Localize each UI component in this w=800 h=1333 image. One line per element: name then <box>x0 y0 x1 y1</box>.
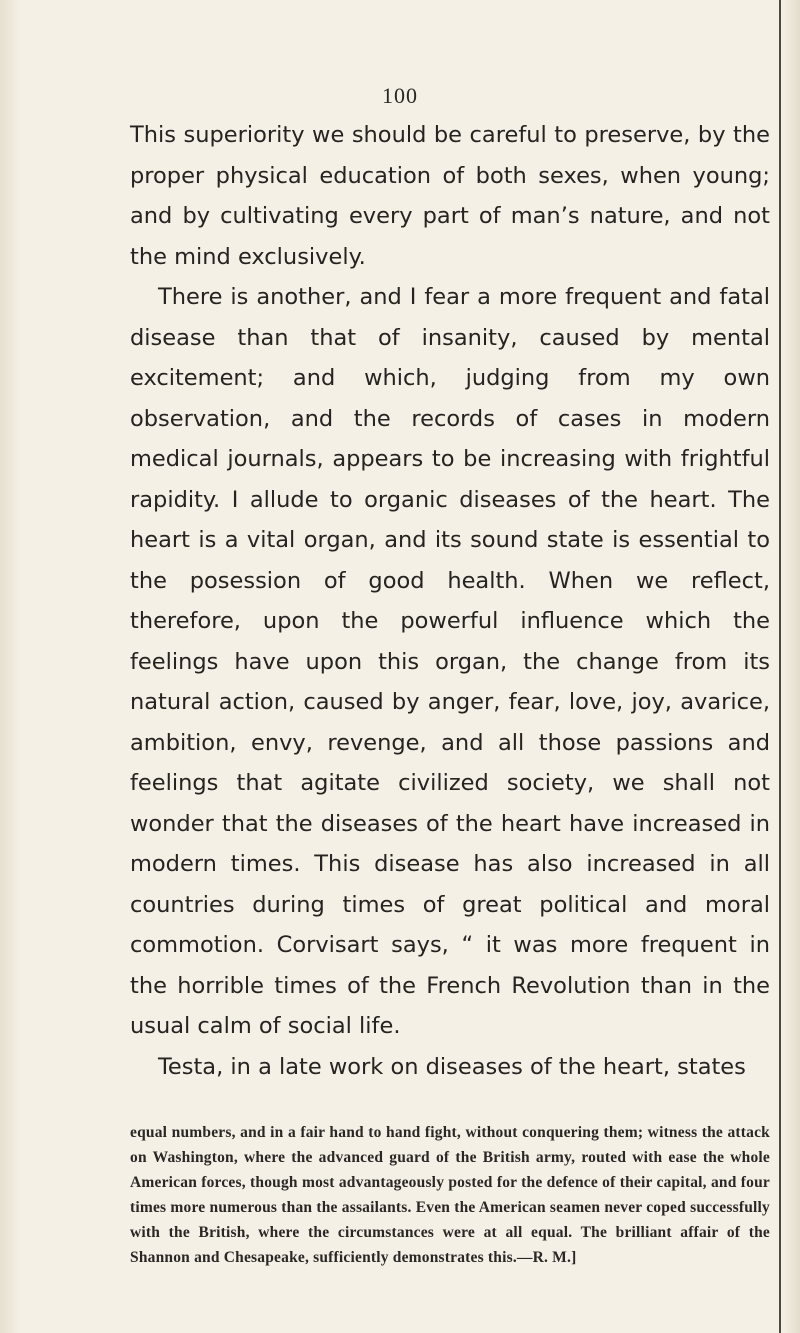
page-number: 100 <box>382 83 418 108</box>
paragraph-2: There is another, and I fear a more frequent and fatal disease than that of insanity, caused by mental excitement; and which, judging from my own observation, and the records of cases in modern medical journals, appears to be increasing with frightful rapidity. I allude to organic diseases of the heart. The heart is a vital organ, and its sound state is essential to the posession of good health. When we reflect, therefore, upon the powerful influence which the feelings have upon this organ, the change from its natural action, caused by anger, fear, love, joy, avarice, ambition, envy, revenge, and all those passions and feelings that agitate civilized society, we shall not wonder that the diseases of the heart have increased in modern times. This disease has also increased in all countries during times of great political and moral commotion. Corvisart says, “ it was more frequent in the horrible times of the French Revolution than in the usual calm of social life. <box>130 284 770 1039</box>
paragraph-3: Testa, in a late work on diseases of the heart, states <box>158 1053 746 1080</box>
binding-line <box>779 0 781 1333</box>
footnote <box>130 1120 770 1270</box>
main-text <box>130 115 770 1087</box>
paragraph-1: This superiority we should be careful to preserve, by the proper physical education of both sexes, when young; and by cultivating every part of man’s nature, and not the mind exclusively. <box>130 122 770 270</box>
footnote-text: equal numbers, and in a fair hand to hand fight, without conquering them; witness the attack on Washington, where the advanced guard of the British army, routed with ease the whole American forces, though most advantageously posted for the defence of their capital, and four times more numerous than the assailants. Even the American seamen never coped successfully with the British, where the circumstances were at all equal. The brilliant affair of the Shannon and Chesapeake, sufficiently demonstrates this.—R. M.] <box>130 1124 770 1266</box>
page-right-edge <box>782 0 800 1333</box>
page-left-edge <box>0 0 20 1333</box>
